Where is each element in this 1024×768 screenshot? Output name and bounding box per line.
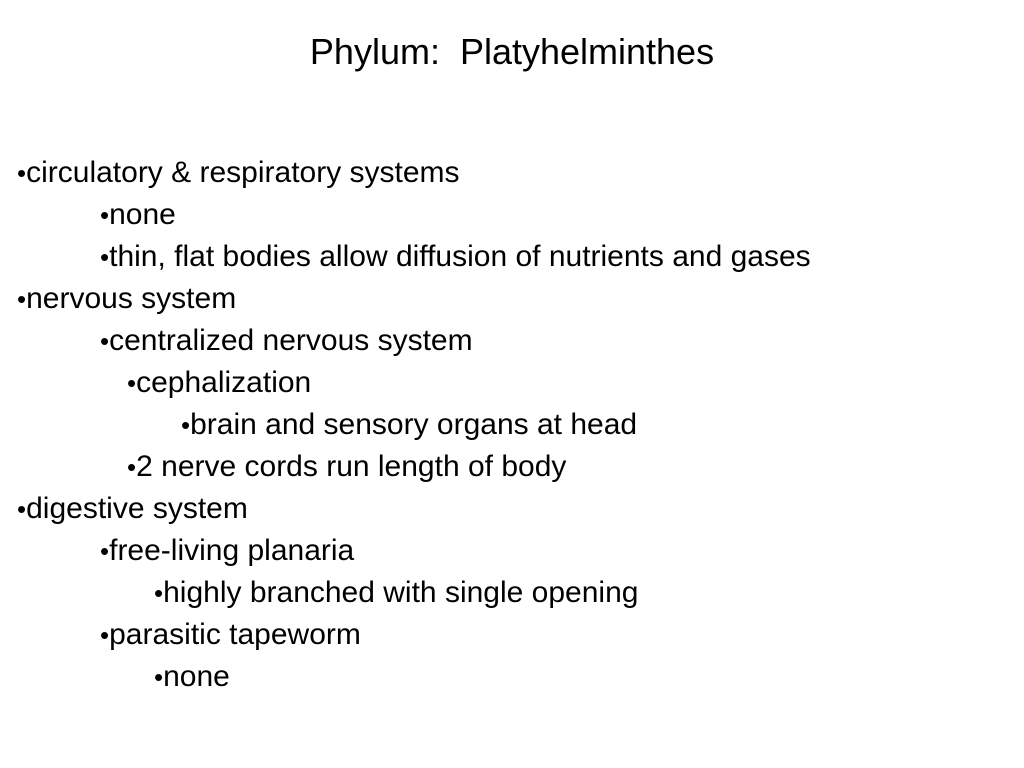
bullet-item bbox=[0, 446, 1024, 488]
bullet-text: highly branched with single opening bbox=[163, 576, 639, 609]
slide-title: Phylum: Platyhelminthes bbox=[309, 31, 715, 72]
bullet-text: none bbox=[109, 198, 176, 231]
bullet-icon: • bbox=[100, 620, 110, 650]
bullet-item bbox=[0, 614, 1024, 656]
bullet-text: circulatory & respiratory systems bbox=[26, 156, 460, 189]
bullet-text: nervous system bbox=[26, 282, 237, 315]
bullet-item bbox=[0, 656, 1024, 698]
bullet-icon: • bbox=[17, 494, 27, 524]
bullet-list bbox=[0, 152, 1024, 698]
bullet-icon: • bbox=[100, 200, 110, 230]
bullet-icon: • bbox=[127, 452, 137, 482]
bullet-text: 2 nerve cords run length of body bbox=[136, 450, 567, 483]
bullet-icon: • bbox=[154, 662, 164, 692]
bullet-text: free-living planaria bbox=[109, 534, 355, 567]
bullet-item bbox=[0, 236, 1024, 278]
bullet-item bbox=[0, 152, 1024, 194]
bullet-icon: • bbox=[181, 410, 191, 440]
bullet-text: parasitic tapeworm bbox=[109, 618, 361, 651]
bullet-item bbox=[0, 278, 1024, 320]
bullet-text: thin, flat bodies allow diffusion of nutrients and gases bbox=[109, 240, 811, 273]
bullet-icon: • bbox=[100, 242, 110, 272]
bullet-icon: • bbox=[154, 578, 164, 608]
bullet-text: cephalization bbox=[136, 366, 312, 399]
bullet-icon: • bbox=[127, 368, 137, 398]
bullet-icon: • bbox=[100, 536, 110, 566]
bullet-text: centralized nervous system bbox=[109, 324, 473, 357]
bullet-icon: • bbox=[17, 284, 27, 314]
bullet-text: none bbox=[163, 660, 230, 693]
bullet-item bbox=[0, 194, 1024, 236]
bullet-text: brain and sensory organs at head bbox=[190, 408, 638, 441]
bullet-item bbox=[0, 488, 1024, 530]
bullet-icon: • bbox=[17, 158, 27, 188]
bullet-item bbox=[0, 404, 1024, 446]
bullet-item bbox=[0, 572, 1024, 614]
bullet-item bbox=[0, 320, 1024, 362]
bullet-text: digestive system bbox=[26, 492, 248, 525]
bullet-item bbox=[0, 362, 1024, 404]
bullet-icon: • bbox=[100, 326, 110, 356]
bullet-item bbox=[0, 530, 1024, 572]
